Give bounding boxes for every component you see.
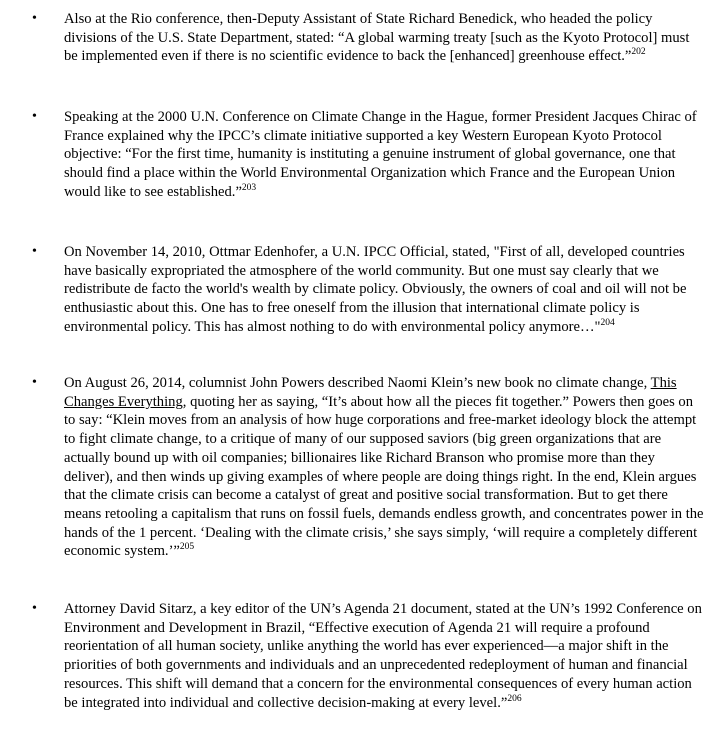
footnote-ref[interactable]: 202: [631, 47, 646, 58]
bullet-item-edenhofer: [32, 243, 704, 337]
paragraph-text: [64, 10, 704, 66]
footnote-ref[interactable]: 206: [507, 693, 522, 704]
book-title: This Changes Everything: [64, 375, 677, 410]
paragraph-text: [64, 600, 704, 712]
paragraph-body: On November 14, 2010, Ottmar Edenhofer, a U.N. IPCC Official, stated, "First of all, developed countries have basically expropriated the atmosphere of the world community. But one must say clearly that we redistribute de facto the world's wealth by climate policy. Obviously, the owners of coal and oil will not be enthusiastic about this. One has to free oneself from the illusion that international climate policy is environmental policy. This has almost nothing to do with environmental policy anymore…": [64, 244, 687, 335]
bullet-icon: •: [32, 11, 37, 26]
footnote-ref[interactable]: 203: [241, 182, 257, 193]
bullet-item-benedick: [32, 10, 704, 66]
bullet-icon: •: [32, 109, 37, 124]
paragraph-text: [64, 108, 704, 202]
paragraph-body: Also at the Rio conference, then-Deputy Assistant of State Richard Benedick, who headed the policy divisions of the U.S. State Department, stated: “A global warming treaty [such as the Kyoto Protocol] must be implemented even if there is no scientific evidence to back the [enhanced] greenhouse effect.”: [64, 11, 690, 65]
bullet-item-powers-klein: [32, 374, 704, 561]
bullet-item-chirac: [32, 108, 704, 202]
footnote-ref[interactable]: 204: [600, 317, 615, 328]
paragraph-body: Speaking at the 2000 U.N. Conference on Climate Change in the Hague, former President Jacques Chirac of France explained why the IPCC’s climate initiative supported a key Western European Kyoto Protocol objective: “For the first time, humanity is instituting a genuine instrument of global governance, one that should find a place within the World Environmental Organization which France and the European Union would like to see established.”: [64, 109, 697, 200]
paragraph-body-end: , quoting her as saying, “It’s about how all the pieces fit together.” Powers then goes on to say: “Klein moves from an analysis of how huge corporations and free-market ideology block the attempt to fight climate change, to a critique of many of our supposed saviors (big green organizations that are actually bound up with oil companies; billionaires like Richard Branson who promise more than they deliver), and then winds up giving examples of where people are doing things right. In the end, Klein argues that the climate crisis can become a catalyst of great and positive social transformation. But to get there means retooling a capitalism that runs on fossil fuels, demands endless growth, and concentrates power in the hands of the 1 percent. ‘Dealing with the climate crisis,’ she says simply, ‘will require a completely different economic system.’”: [64, 393, 704, 560]
paragraph-text: [64, 243, 704, 337]
bullet-icon: •: [32, 375, 37, 390]
paragraph-body: Attorney David Sitarz, a key editor of the UN’s Agenda 21 document, stated at the UN’s 1992 Conference on Environment and Development in Brazil, “Effective execution of Agenda 21 will require a profound reorientation of all human society, unlike anything the world has ever experienced—a major shift in the priorities of both governments and individuals and an unprecedented redeployment of human and financial resources. This shift will demand that a concern for the environmental consequences of every human action be integrated into individual and collective decision-making at every level.”: [64, 601, 702, 711]
bullet-icon: •: [32, 244, 37, 259]
paragraph-body-start: On August 26, 2014, columnist John Powers described Naomi Klein’s new book no climate change,: [64, 375, 651, 391]
paragraph-text: [64, 374, 704, 561]
bullet-icon: •: [32, 601, 37, 616]
bullet-item-sitarz: [32, 600, 704, 712]
footnote-ref[interactable]: 205: [179, 542, 195, 553]
